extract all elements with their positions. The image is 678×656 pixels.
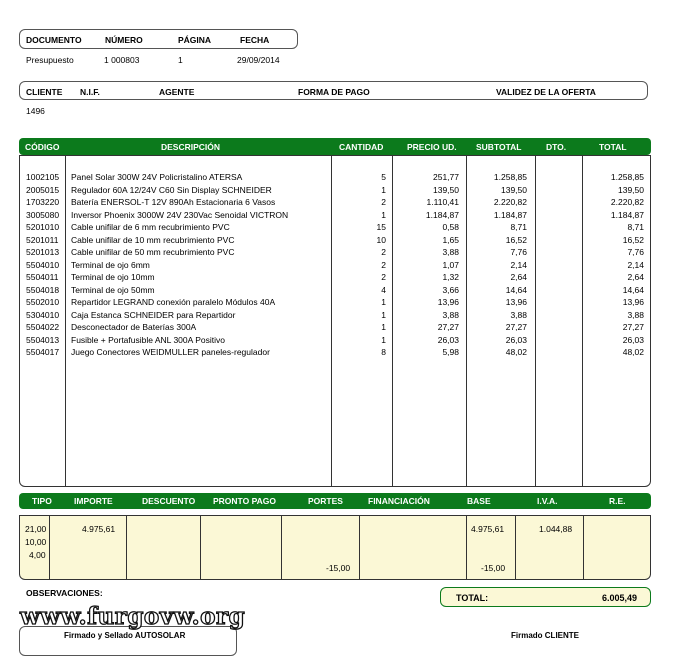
line-code: 5504011 — [26, 272, 59, 282]
line-quantity: 1 — [381, 297, 386, 307]
portes-value: -15,00 — [326, 563, 351, 573]
lines-table — [19, 155, 651, 487]
line-subtotal: 1.184,87 — [493, 209, 527, 220]
line-total: 2,64 — [627, 272, 644, 282]
line-price: 26,03 — [437, 334, 459, 345]
line-price: 139,50 — [433, 184, 459, 195]
line-description: Inversor Phoenix 3000W 24V 230Vac Senoidal VICTRON — [71, 209, 289, 220]
col-pronto-pago: PRONTO PAGO — [213, 496, 276, 506]
line-subtotal: 14,64 — [505, 284, 527, 295]
table-row — [20, 259, 650, 272]
line-code: 2005015 — [26, 184, 60, 195]
line-price: 1.110,41 — [426, 197, 459, 207]
line-total: 14,64 — [622, 284, 644, 295]
line-quantity: 10 — [376, 234, 386, 245]
firmado-cliente: Firmado CLIENTE — [511, 631, 580, 640]
tipo-2: 10,00 — [25, 537, 47, 547]
label-fecha: FECHA — [240, 35, 270, 45]
value-numero: 1 000803 — [104, 55, 140, 65]
line-code: 5304010 — [26, 309, 60, 320]
line-total: 27,27 — [622, 322, 644, 332]
line-code: 5504017 — [26, 347, 60, 357]
lines-header — [19, 138, 651, 155]
firmado-autosolar: Firmado y Sellado AUTOSOLAR — [64, 631, 186, 640]
line-description: Caja Estanca SCHNEIDER para Repartidor — [71, 309, 236, 320]
base-portes-value: -15,00 — [481, 563, 506, 573]
label-documento: DOCUMENTO — [26, 35, 82, 45]
line-total: 139,50 — [618, 184, 644, 195]
table-row — [20, 346, 650, 359]
value-cliente: 1496 — [26, 106, 45, 116]
line-total: 2,14 — [627, 259, 644, 270]
line-subtotal: 27,27 — [505, 322, 527, 332]
label-cliente: CLIENTE — [26, 87, 63, 97]
tipo-3: 4,00 — [29, 550, 46, 560]
col-subtotal: SUBTOTAL — [476, 142, 522, 152]
line-subtotal: 16,52 — [505, 234, 527, 245]
table-row — [20, 184, 650, 197]
table-row — [20, 334, 650, 347]
line-quantity: 2 — [381, 197, 386, 207]
line-quantity: 1 — [381, 334, 386, 345]
line-price: 3,88 — [442, 247, 459, 257]
line-code: 5201010 — [26, 222, 60, 232]
col-cantidad: CANTIDAD — [339, 142, 384, 152]
table-row — [20, 309, 650, 322]
line-subtotal: 7,76 — [510, 247, 527, 257]
line-quantity: 1 — [381, 184, 386, 195]
line-price: 27,27 — [437, 322, 459, 332]
label-agente: AGENTE — [159, 87, 195, 97]
value-fecha: 29/09/2014 — [237, 55, 280, 65]
importe-value: 4.975,61 — [82, 524, 116, 534]
line-code: 1002105 — [26, 172, 60, 182]
col-descripcion: DESCRIPCIÓN — [161, 142, 221, 152]
col-codigo: CÓDIGO — [25, 142, 60, 152]
line-description: Panel Solar 300W 24V Policristalino ATERSA — [71, 172, 243, 182]
iva-value: 1.044,88 — [539, 524, 573, 534]
line-subtotal: 2,64 — [510, 272, 527, 282]
line-quantity: 8 — [381, 347, 386, 357]
line-description: Batería ENERSOL-T 12V 890Ah Estacionaria 6 Vasos — [71, 197, 276, 207]
line-total: 7,76 — [627, 247, 644, 257]
watermark: www.furgovw.org — [20, 603, 246, 630]
line-description: Terminal de ojo 50mm — [71, 284, 155, 295]
col-financiacion: FINANCIACIÓN — [368, 496, 430, 506]
label-numero: NÚMERO — [105, 35, 143, 45]
table-row — [20, 196, 650, 209]
line-quantity: 4 — [381, 284, 386, 295]
line-price: 1,07 — [442, 259, 459, 270]
col-base: BASE — [467, 496, 491, 506]
line-quantity: 5 — [381, 172, 386, 182]
line-quantity: 2 — [381, 247, 386, 257]
table-row — [20, 296, 650, 309]
line-subtotal: 2,14 — [510, 259, 527, 270]
table-row — [20, 209, 650, 222]
line-price: 251,77 — [433, 172, 459, 182]
label-pagina: PÁGINA — [178, 35, 212, 45]
line-description: Cable unifilar de 50 mm recubrimiento PVC — [71, 247, 235, 257]
line-quantity: 1 — [381, 209, 386, 220]
line-subtotal: 13,96 — [505, 297, 527, 307]
base-value: 4.975,61 — [471, 524, 505, 534]
line-subtotal: 139,50 — [501, 184, 527, 195]
line-quantity: 1 — [381, 322, 386, 332]
table-row — [20, 171, 650, 184]
line-price: 13,96 — [437, 297, 459, 307]
line-price: 0,58 — [442, 222, 459, 232]
grand-total-box — [440, 587, 651, 607]
line-subtotal: 1.258,85 — [493, 172, 527, 182]
line-total: 16,52 — [622, 234, 644, 245]
line-code: 5504022 — [26, 322, 60, 332]
line-subtotal: 48,02 — [505, 347, 527, 357]
line-description: Juego Conectores WEIDMULLER paneles-regulador — [71, 347, 270, 357]
table-row — [20, 246, 650, 259]
line-price: 1.184,87 — [425, 209, 459, 220]
line-code: 5201013 — [26, 247, 60, 257]
line-price: 3,66 — [442, 284, 459, 295]
line-quantity: 1 — [381, 309, 386, 320]
col-iva: I.V.A. — [537, 496, 558, 506]
observaciones-label: OBSERVACIONES: — [26, 588, 103, 598]
line-total: 3,88 — [627, 309, 644, 320]
line-subtotal: 8,71 — [510, 222, 527, 232]
line-code: 5201011 — [26, 234, 59, 245]
line-subtotal: 2.220,82 — [493, 197, 527, 207]
table-row — [20, 321, 650, 334]
line-code: 5504010 — [26, 259, 60, 270]
label-validez: VALIDEZ DE LA OFERTA — [496, 87, 596, 97]
line-total: 8,71 — [627, 222, 644, 232]
totals-table — [19, 515, 651, 580]
col-precio: PRECIO UD. — [407, 142, 457, 152]
line-subtotal: 26,03 — [505, 334, 527, 345]
line-total: 1.184,87 — [610, 209, 644, 220]
document-header-box — [19, 29, 298, 49]
col-importe: IMPORTE — [74, 496, 113, 506]
line-quantity: 15 — [376, 222, 386, 232]
line-subtotal: 3,88 — [510, 309, 527, 320]
line-code: 1703220 — [26, 197, 60, 207]
line-quantity: 2 — [381, 259, 386, 270]
total-value: 6.005,49 — [601, 593, 637, 603]
label-forma-pago: FORMA DE PAGO — [298, 87, 370, 97]
line-description: Terminal de ojo 6mm — [71, 259, 150, 270]
table-row — [20, 271, 650, 284]
tipo-1: 21,00 — [25, 524, 47, 534]
line-price: 5,98 — [442, 347, 459, 357]
line-code: 5504018 — [26, 284, 60, 295]
line-code: 3005080 — [26, 209, 60, 220]
col-descuento: DESCUENTO — [142, 496, 196, 506]
col-total: TOTAL — [599, 142, 627, 152]
line-code: 5504013 — [26, 334, 60, 345]
client-header-box — [19, 81, 648, 100]
line-code: 5502010 — [26, 297, 60, 307]
line-description: Fusible + Portafusible ANL 300A Positivo — [71, 334, 225, 345]
col-portes: PORTES — [308, 496, 343, 506]
line-price: 3,88 — [442, 309, 459, 320]
line-description: Repartidor LEGRAND conexión paralelo Módulos 40A — [71, 297, 276, 307]
col-re: R.E. — [609, 496, 626, 506]
line-description: Cable unifilar de 10 mm recubrimiento PVC — [71, 234, 235, 245]
line-quantity: 2 — [381, 272, 386, 282]
value-pagina: 1 — [178, 55, 183, 65]
line-price: 1,32 — [442, 272, 459, 282]
col-tipo: TIPO — [32, 496, 52, 506]
label-nif: N.I.F. — [80, 87, 100, 97]
col-dto: DTO. — [546, 142, 567, 152]
table-row — [20, 284, 650, 297]
line-description: Desconectador de Baterías 300A — [71, 322, 197, 332]
line-description: Terminal de ojo 10mm — [71, 272, 155, 282]
line-description: Cable unifilar de 6 mm recubrimiento PVC — [71, 222, 230, 232]
line-total: 48,02 — [622, 347, 644, 357]
line-total: 1.258,85 — [610, 172, 644, 182]
table-row — [20, 234, 650, 247]
value-documento: Presupuesto — [26, 55, 74, 65]
line-total: 13,96 — [622, 297, 644, 307]
table-row — [20, 221, 650, 234]
line-total: 26,03 — [622, 334, 644, 345]
totals-header — [19, 493, 651, 509]
line-price: 1,65 — [442, 234, 459, 245]
line-total: 2.220,82 — [610, 197, 644, 207]
line-description: Regulador 60A 12/24V C60 Sin Display SCHNEIDER — [71, 184, 272, 195]
total-label: TOTAL: — [456, 593, 489, 603]
